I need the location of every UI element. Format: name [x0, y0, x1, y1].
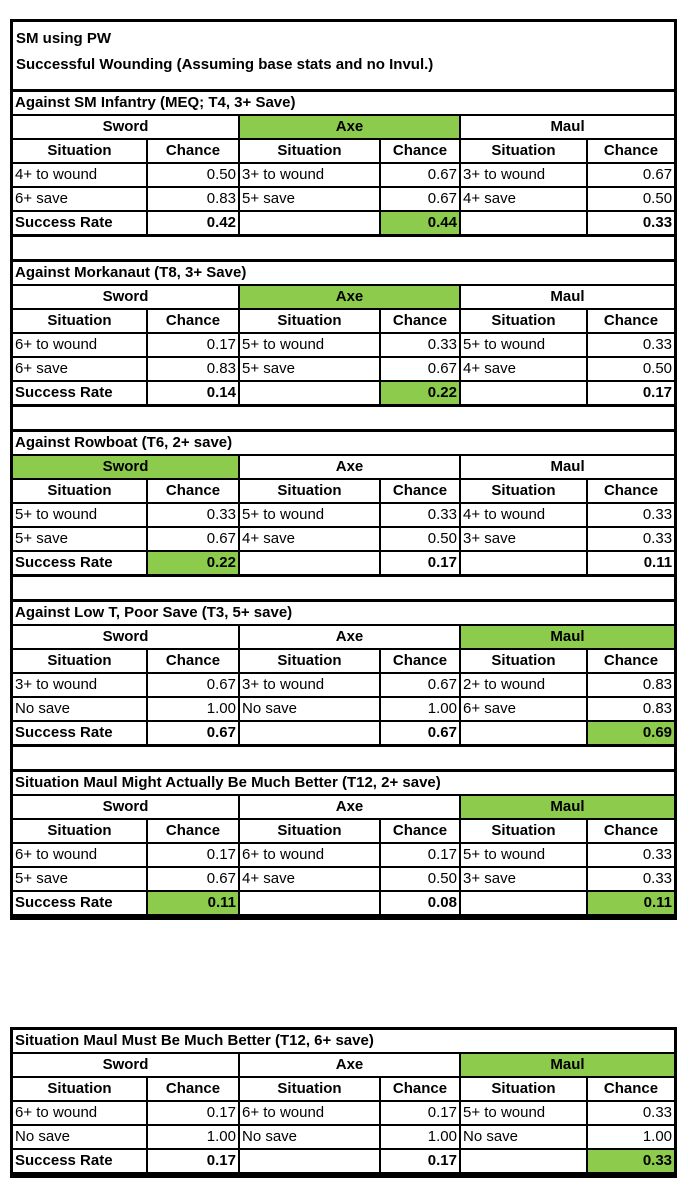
chance-header: Chance: [380, 479, 460, 503]
situation-cell: 6+ to wound: [13, 1101, 147, 1125]
situation-cell: No save: [13, 697, 147, 721]
situation-cell: No save: [239, 697, 380, 721]
chance-cell: 0.67: [380, 187, 460, 211]
section-title: Against Morkanaut (T8, 3+ Save): [13, 262, 674, 285]
success-label-cell: [239, 211, 380, 236]
success-label-cell: Success Rate: [13, 211, 147, 236]
chance-cell: 0.33: [380, 333, 460, 357]
section-table: [13, 1030, 674, 1175]
success-label-cell: [460, 551, 587, 576]
table-row: [13, 333, 674, 357]
success-rate-axe: 0.17: [380, 551, 460, 576]
chance-header: Chance: [587, 479, 674, 503]
chance-cell: 0.33: [587, 843, 674, 867]
chance-cell: 0.17: [380, 843, 460, 867]
chance-cell: 0.50: [380, 527, 460, 551]
success-rate-maul: 0.11: [587, 891, 674, 916]
weapon-header-maul: Maul: [460, 1053, 674, 1077]
chance-cell: 0.67: [380, 357, 460, 381]
section-title-row: [13, 1030, 674, 1053]
chance-cell: 0.33: [587, 333, 674, 357]
table-row: [13, 503, 674, 527]
section-title-row: [13, 92, 674, 115]
table-row: [13, 843, 674, 867]
chance-cell: 0.33: [147, 503, 239, 527]
situation-header: Situation: [239, 479, 380, 503]
section-table: [13, 772, 674, 917]
weapon-header-axe: Axe: [239, 115, 460, 139]
weapon-header-maul: Maul: [460, 115, 674, 139]
chance-header: Chance: [587, 819, 674, 843]
situation-cell: 6+ to wound: [239, 843, 380, 867]
situation-cell: 3+ to wound: [460, 163, 587, 187]
section-title-row: [13, 432, 674, 455]
weapon-header-sword: Sword: [13, 795, 239, 819]
chance-cell: 0.83: [587, 673, 674, 697]
chance-cell: 0.33: [587, 867, 674, 891]
chance-cell: 0.33: [587, 1101, 674, 1125]
weapon-header-sword: Sword: [13, 115, 239, 139]
chance-cell: 0.67: [587, 163, 674, 187]
chance-cell: 0.67: [147, 867, 239, 891]
chance-cell: 1.00: [147, 697, 239, 721]
chance-cell: 1.00: [587, 1125, 674, 1149]
section-1: [13, 262, 674, 432]
table-row: [13, 867, 674, 891]
success-label-cell: [460, 891, 587, 916]
chance-cell: 0.50: [587, 187, 674, 211]
section-spacer: [13, 237, 674, 262]
success-label-cell: Success Rate: [13, 1149, 147, 1174]
section-spacer: [13, 747, 674, 772]
column-header-row: [13, 819, 674, 843]
situation-cell: 6+ to wound: [13, 333, 147, 357]
situation-header: Situation: [239, 1077, 380, 1101]
chance-header: Chance: [380, 309, 460, 333]
section-spacer: [13, 577, 674, 602]
chance-header: Chance: [587, 649, 674, 673]
situation-header: Situation: [13, 309, 147, 333]
section-title: Against SM Infantry (MEQ; T4, 3+ Save): [13, 92, 674, 115]
section-table: [13, 432, 674, 577]
section-table: [13, 92, 674, 237]
success-rate-sword: 0.14: [147, 381, 239, 406]
situation-cell: 6+ save: [460, 697, 587, 721]
weapon-header-row: [13, 795, 674, 819]
situation-cell: 6+ to wound: [13, 843, 147, 867]
section-0: [13, 92, 674, 262]
chance-cell: 0.17: [147, 843, 239, 867]
chance-header: Chance: [587, 139, 674, 163]
weapon-header-maul: Maul: [460, 625, 674, 649]
situation-cell: 3+ save: [460, 867, 587, 891]
weapon-header-axe: Axe: [239, 285, 460, 309]
chance-cell: 0.50: [587, 357, 674, 381]
situation-cell: 4+ save: [460, 187, 587, 211]
chance-cell: 0.50: [147, 163, 239, 187]
weapon-header-sword: Sword: [13, 285, 239, 309]
last-sheet: [10, 1027, 677, 1178]
weapon-header-axe: Axe: [239, 625, 460, 649]
situation-header: Situation: [239, 139, 380, 163]
column-header-row: [13, 649, 674, 673]
success-label-cell: [239, 721, 380, 746]
weapon-header-maul: Maul: [460, 795, 674, 819]
chance-cell: 1.00: [147, 1125, 239, 1149]
chance-cell: 0.33: [380, 503, 460, 527]
table-row: [13, 187, 674, 211]
weapon-header-row: [13, 455, 674, 479]
success-rate-axe: 0.67: [380, 721, 460, 746]
section-title: Against Low T, Poor Save (T3, 5+ save): [13, 602, 674, 625]
chance-cell: 0.83: [147, 357, 239, 381]
success-label-cell: Success Rate: [13, 891, 147, 916]
weapon-header-row: [13, 115, 674, 139]
section-title: Situation Maul Might Actually Be Much Better (T12, 2+ save): [13, 772, 674, 795]
weapon-header-sword: Sword: [13, 1053, 239, 1077]
table-row: [13, 357, 674, 381]
chance-cell: 0.67: [147, 527, 239, 551]
situation-cell: 5+ to wound: [460, 1101, 587, 1125]
chance-cell: 0.17: [147, 1101, 239, 1125]
success-row: [13, 381, 674, 406]
sheet-title: SM using PW: [16, 30, 111, 47]
success-label-cell: [239, 551, 380, 576]
chance-header: Chance: [147, 309, 239, 333]
situation-cell: 4+ save: [239, 527, 380, 551]
situation-cell: 5+ to wound: [460, 843, 587, 867]
section-5: [13, 1030, 674, 1175]
situation-cell: 5+ save: [239, 357, 380, 381]
situation-header: Situation: [239, 649, 380, 673]
situation-cell: 6+ save: [13, 357, 147, 381]
section-4: [13, 772, 674, 917]
success-row: [13, 1149, 674, 1174]
situation-cell: No save: [13, 1125, 147, 1149]
weapon-header-maul: Maul: [460, 285, 674, 309]
chance-cell: 0.67: [380, 163, 460, 187]
chance-header: Chance: [147, 479, 239, 503]
sections-container-last: [13, 1030, 674, 1175]
situation-cell: No save: [239, 1125, 380, 1149]
situation-header: Situation: [239, 819, 380, 843]
table-row: [13, 1125, 674, 1149]
situation-header: Situation: [13, 649, 147, 673]
success-rate-sword: 0.22: [147, 551, 239, 576]
success-rate-maul: 0.33: [587, 211, 674, 236]
section-title-row: [13, 262, 674, 285]
weapon-header-row: [13, 1053, 674, 1077]
chance-header: Chance: [147, 139, 239, 163]
weapon-header-maul: Maul: [460, 455, 674, 479]
chance-header: Chance: [587, 309, 674, 333]
chance-cell: 0.67: [147, 673, 239, 697]
situation-cell: 2+ to wound: [460, 673, 587, 697]
chance-cell: 0.67: [380, 673, 460, 697]
situation-cell: 5+ to wound: [460, 333, 587, 357]
weapon-header-row: [13, 285, 674, 309]
situation-cell: 3+ to wound: [239, 673, 380, 697]
title-block: [13, 22, 674, 92]
situation-cell: No save: [460, 1125, 587, 1149]
chance-header: Chance: [380, 139, 460, 163]
chance-cell: 0.17: [147, 333, 239, 357]
situation-header: Situation: [13, 1077, 147, 1101]
chance-header: Chance: [147, 649, 239, 673]
situation-header: Situation: [460, 1077, 587, 1101]
table-row: [13, 1101, 674, 1125]
success-label-cell: [460, 211, 587, 236]
weapon-header-axe: Axe: [239, 1053, 460, 1077]
success-rate-maul: 0.69: [587, 721, 674, 746]
success-rate-axe: 0.08: [380, 891, 460, 916]
success-rate-sword: 0.17: [147, 1149, 239, 1174]
success-rate-axe: 0.44: [380, 211, 460, 236]
table-row: [13, 697, 674, 721]
situation-cell: 6+ save: [13, 187, 147, 211]
success-label-cell: [460, 1149, 587, 1174]
column-header-row: [13, 479, 674, 503]
sheet-subtitle: Successful Wounding (Assuming base stats and no Invul.): [16, 56, 434, 73]
situation-cell: 5+ save: [239, 187, 380, 211]
chance-header: Chance: [380, 649, 460, 673]
sections-container: [13, 92, 674, 917]
section-title: Against Rowboat (T6, 2+ save): [13, 432, 674, 455]
situation-header: Situation: [239, 309, 380, 333]
section-table: [13, 602, 674, 747]
section-title-row: [13, 602, 674, 625]
situation-header: Situation: [13, 479, 147, 503]
table-row: [13, 673, 674, 697]
success-label-cell: Success Rate: [13, 551, 147, 576]
chance-header: Chance: [587, 1077, 674, 1101]
success-row: [13, 721, 674, 746]
situation-header: Situation: [13, 139, 147, 163]
situation-cell: 5+ to wound: [239, 503, 380, 527]
success-rate-sword: 0.42: [147, 211, 239, 236]
success-rate-maul: 0.33: [587, 1149, 674, 1174]
weapon-header-row: [13, 625, 674, 649]
chance-cell: 1.00: [380, 1125, 460, 1149]
situation-cell: 4+ to wound: [13, 163, 147, 187]
section-title-row: [13, 772, 674, 795]
success-label-cell: [460, 721, 587, 746]
situation-header: Situation: [460, 819, 587, 843]
situation-header: Situation: [460, 309, 587, 333]
section-spacer: [13, 407, 674, 432]
situation-header: Situation: [13, 819, 147, 843]
situation-cell: 4+ save: [239, 867, 380, 891]
chance-header: Chance: [380, 819, 460, 843]
chance-cell: 1.00: [380, 697, 460, 721]
success-rate-axe: 0.17: [380, 1149, 460, 1174]
chance-cell: 0.33: [587, 527, 674, 551]
success-row: [13, 211, 674, 236]
section-title: Situation Maul Must Be Much Better (T12, 6+ save): [13, 1030, 674, 1053]
chance-header: Chance: [147, 1077, 239, 1101]
situation-header: Situation: [460, 479, 587, 503]
chance-header: Chance: [380, 1077, 460, 1101]
situation-cell: 5+ to wound: [239, 333, 380, 357]
success-rate-sword: 0.67: [147, 721, 239, 746]
chance-cell: 0.33: [587, 503, 674, 527]
chance-cell: 0.83: [587, 697, 674, 721]
success-label-cell: [239, 1149, 380, 1174]
column-header-row: [13, 139, 674, 163]
weapon-header-sword: Sword: [13, 625, 239, 649]
table-row: [13, 163, 674, 187]
column-header-row: [13, 309, 674, 333]
column-header-row: [13, 1077, 674, 1101]
situation-cell: 4+ to wound: [460, 503, 587, 527]
weapon-header-sword: Sword: [13, 455, 239, 479]
success-row: [13, 551, 674, 576]
success-label-cell: Success Rate: [13, 721, 147, 746]
situation-header: Situation: [460, 649, 587, 673]
situation-cell: 6+ to wound: [239, 1101, 380, 1125]
chance-cell: 0.83: [147, 187, 239, 211]
success-label-cell: [239, 891, 380, 916]
section-2: [13, 432, 674, 602]
situation-cell: 5+ to wound: [13, 503, 147, 527]
situation-cell: 3+ save: [460, 527, 587, 551]
weapon-header-axe: Axe: [239, 795, 460, 819]
chance-cell: 0.50: [380, 867, 460, 891]
success-rate-axe: 0.22: [380, 381, 460, 406]
success-row: [13, 891, 674, 916]
section-3: [13, 602, 674, 772]
section-table: [13, 262, 674, 407]
success-rate-maul: 0.11: [587, 551, 674, 576]
chance-header: Chance: [147, 819, 239, 843]
success-label-cell: [460, 381, 587, 406]
table-row: [13, 527, 674, 551]
chance-cell: 0.17: [380, 1101, 460, 1125]
situation-header: Situation: [460, 139, 587, 163]
success-rate-sword: 0.11: [147, 891, 239, 916]
main-sheet: [10, 19, 677, 920]
success-label-cell: Success Rate: [13, 381, 147, 406]
weapon-header-axe: Axe: [239, 455, 460, 479]
success-rate-maul: 0.17: [587, 381, 674, 406]
situation-cell: 3+ to wound: [239, 163, 380, 187]
situation-cell: 5+ save: [13, 527, 147, 551]
situation-cell: 5+ save: [13, 867, 147, 891]
situation-cell: 3+ to wound: [13, 673, 147, 697]
success-label-cell: [239, 381, 380, 406]
situation-cell: 4+ save: [460, 357, 587, 381]
